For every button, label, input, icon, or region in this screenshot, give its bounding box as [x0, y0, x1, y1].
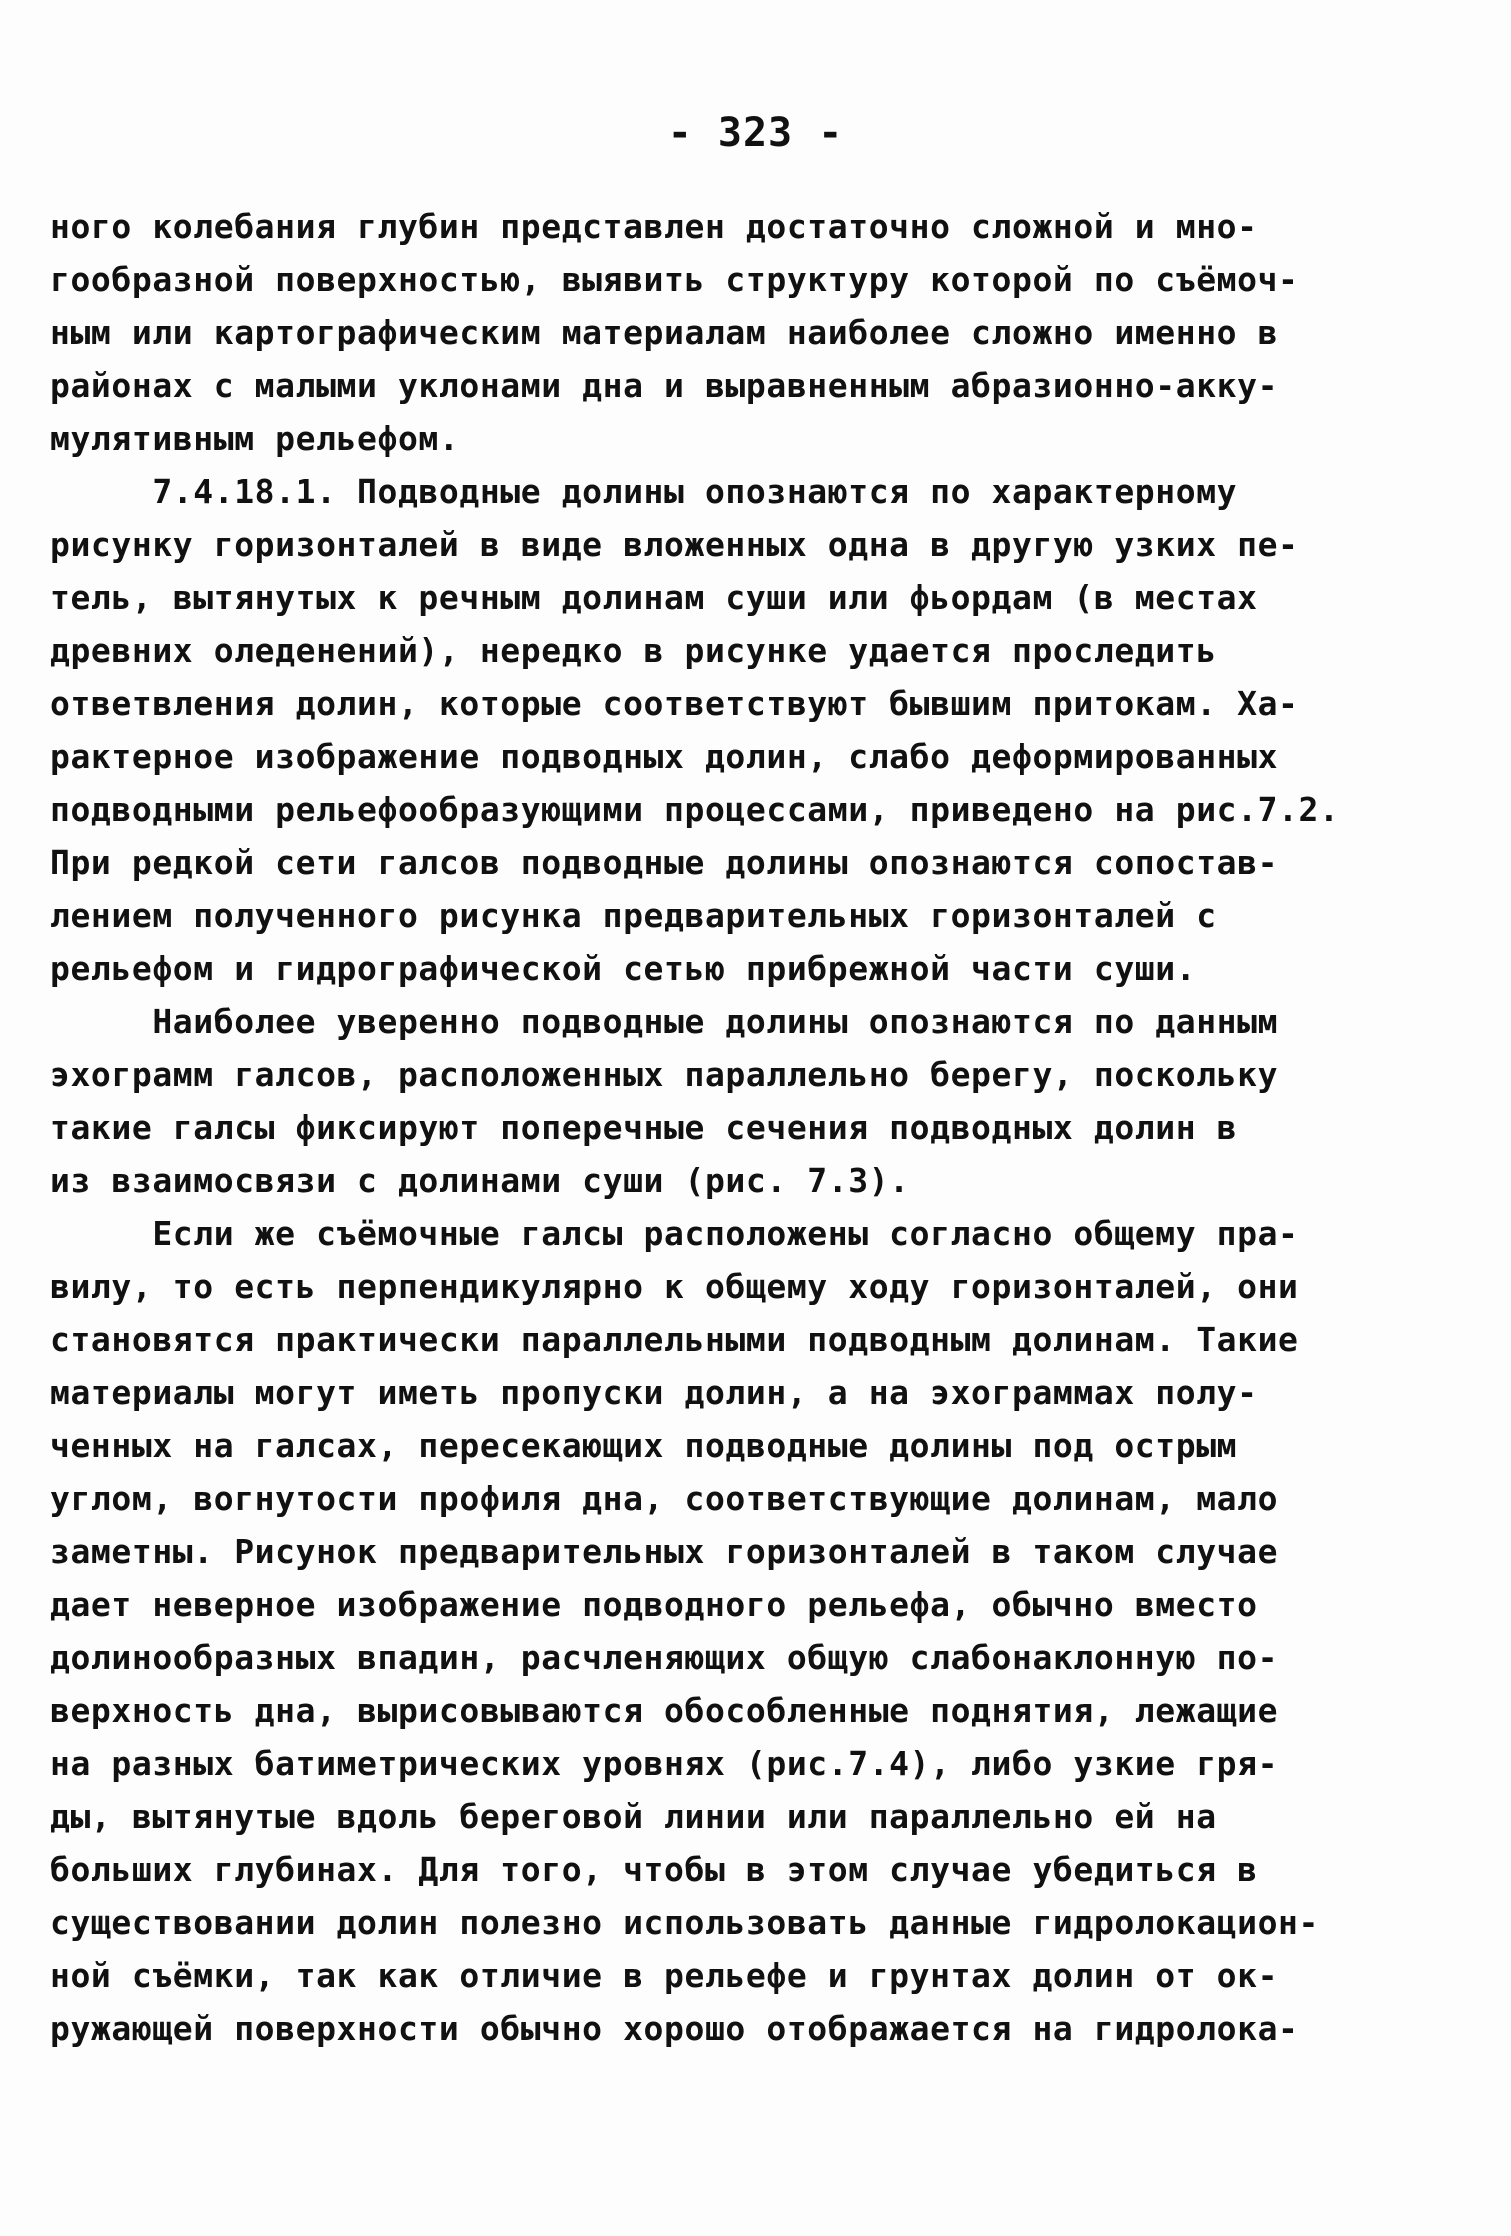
text-line: ды, вытянутые вдоль береговой линии или параллельно ей на — [50, 1797, 1217, 1836]
text-line: При редкой сети галсов подводные долины опознаются сопостав- — [50, 843, 1279, 882]
text-line: рисунку горизонталей в виде вложенных одна в другую узких пе- — [50, 525, 1299, 564]
text-line: на разных батиметрических уровнях (рис.7.4), либо узкие гря- — [50, 1744, 1279, 1783]
text-line: эхограмм галсов, расположенных параллельно берегу, поскольку — [50, 1055, 1279, 1094]
page-number: - 323 - — [667, 110, 844, 156]
text-line: ным или картографическим материалам наиболее сложно именно в — [50, 313, 1279, 352]
text-line: Если же съёмочные галсы расположены согласно общему пра- — [50, 1214, 1299, 1253]
text-line: ченных на галсах, пересекающих подводные долины под острым — [50, 1426, 1238, 1465]
text-line: тель, вытянутых к речным долинам суши или фьордам (в местах — [50, 578, 1258, 617]
text-line: ной съёмки, так как отличие в рельефе и грунтах долин от ок- — [50, 1956, 1279, 1995]
text-line: древних оледенений), нередко в рисунке удается проследить — [50, 631, 1217, 670]
text-line: долинообразных впадин, расчленяющих общую слабонаклонную по- — [50, 1638, 1279, 1677]
text-line: ного колебания глубин представлен достаточно сложной и мно- — [50, 207, 1258, 246]
text-line: рактерное изображение подводных долин, слабо деформированных — [50, 737, 1279, 776]
text-line: такие галсы фиксируют поперечные сечения подводных долин в — [50, 1108, 1238, 1147]
text-line: гообразной поверхностью, выявить структуру которой по съёмоч- — [50, 260, 1299, 299]
text-line: заметны. Рисунок предварительных горизонталей в таком случае — [50, 1532, 1279, 1571]
text-line: из взаимосвязи с долинами суши (рис. 7.3). — [50, 1161, 910, 1200]
body-text — [50, 200, 1460, 2055]
text-line: дает неверное изображение подводного рельефа, обычно вместо — [50, 1585, 1258, 1624]
text-line: Наиболее уверенно подводные долины опознаются по данным — [50, 1002, 1279, 1041]
text-line: существовании долин полезно использовать данные гидролокацион- — [50, 1903, 1319, 1942]
text-line: ружающей поверхности обычно хорошо отображается на гидролока- — [50, 2009, 1299, 2048]
text-line: подводными рельефообразующими процессами, приведено на рис.7.2. — [50, 790, 1340, 829]
text-line: районах с малыми уклонами дна и выравненным абразионно-акку- — [50, 366, 1279, 405]
text-line: становятся практически параллельными подводным долинам. Такие — [50, 1320, 1299, 1359]
text-line: ответвления долин, которые соответствуют бывшим притокам. Ха- — [50, 684, 1299, 723]
text-line: углом, вогнутости профиля дна, соответствующие долинам, мало — [50, 1479, 1279, 1518]
text-line: материалы могут иметь пропуски долин, а на эхограммах полу- — [50, 1373, 1258, 1412]
text-line: 7.4.18.1. Подводные долины опознаются по характерному — [50, 472, 1238, 511]
text-line: верхность дна, вырисовываются обособленные поднятия, лежащие — [50, 1691, 1279, 1730]
text-line: больших глубинах. Для того, чтобы в этом случае убедиться в — [50, 1850, 1258, 1889]
text-line: рельефом и гидрографической сетью прибрежной части суши. — [50, 949, 1197, 988]
text-line: лением полученного рисунка предварительных горизонталей с — [50, 896, 1217, 935]
text-line: мулятивным рельефом. — [50, 419, 460, 458]
text-line: вилу, то есть перпендикулярно к общему ходу горизонталей, они — [50, 1267, 1299, 1306]
